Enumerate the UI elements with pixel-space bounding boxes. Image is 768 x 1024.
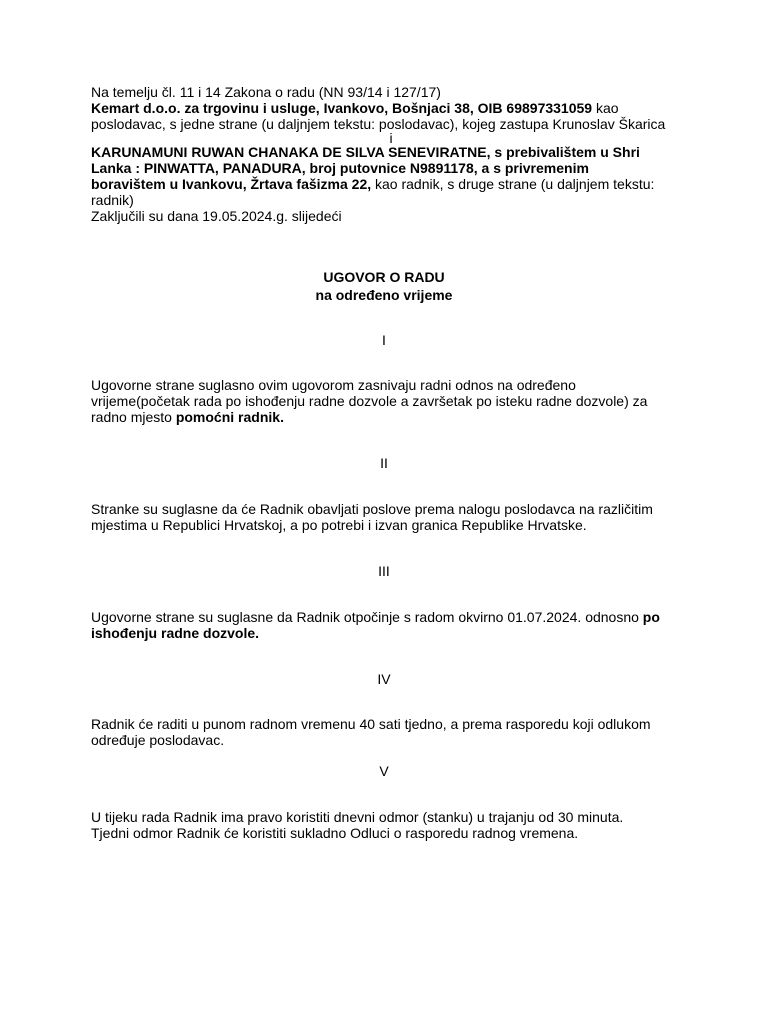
employer-name: Kemart d.o.o. za trgovinu i usluge, Ivankovo, Bošnjaci 38, OIB 69897331059 xyxy=(91,100,593,116)
section-2-numeral: II xyxy=(380,455,388,471)
section-1-line-1: Ugovorne strane suglasno ovim ugovorom zasnivaju radni odnos na određeno xyxy=(91,377,576,393)
employee-suffix: kao radnik, s druge strane (u daljnjem tekstu: xyxy=(371,176,655,192)
section-3-body xyxy=(91,609,691,641)
conjunction: i xyxy=(389,130,393,146)
section-2-line-2: mjestima u Republici Hrvatskoj, a po potrebi i izvan granica Republike Hrvatske. xyxy=(91,517,587,533)
employer-line xyxy=(91,100,691,116)
employee-line-3 xyxy=(91,176,691,192)
section-3-line-1 xyxy=(91,609,691,625)
section-5-numeral: V xyxy=(379,763,389,779)
section-1-line-3 xyxy=(91,409,691,425)
employee-address: boravištem u Ivankovu, Žrtava fašizma 22, xyxy=(91,176,372,192)
section-1-numeral: I xyxy=(382,332,386,348)
section-5-line-2: Tjedni odmor Radnik će koristiti sukladno Odluci o rasporedu radnog vremena. xyxy=(91,825,579,841)
section-3-line-2 xyxy=(91,625,691,641)
title-main xyxy=(0,269,768,285)
section-4-line-2: određuje poslodavac. xyxy=(91,732,225,748)
concluded-line: Zaključili su dana 19.05.2024.g. slijedeći xyxy=(91,208,342,224)
section-4-line-1: Radnik će raditi u punom radnom vremenu 40 sati tjedno, a prema rasporedu koji odlukom xyxy=(91,716,651,732)
section-5-body xyxy=(91,809,691,841)
section-3-line-2-bold: ishođenju radne dozvole. xyxy=(91,625,260,641)
section-1-line-2: vrijeme(početak rada po ishođenju radne dozvole a završetak po isteku radne dozvole) za xyxy=(91,393,648,409)
section-3-line-1-prefix: Ugovorne strane su suglasne da Radnik otpočinje s radom okvirno 01.07.2024. odnosno xyxy=(91,609,643,625)
section-2-body xyxy=(91,501,691,533)
section-3-line-1-bold: po xyxy=(642,609,660,625)
section-1-body xyxy=(91,377,691,425)
legal-basis: Na temelju čl. 11 i 14 Zakona o radu (NN 93/14 i 127/17) xyxy=(91,84,441,100)
contract-title xyxy=(0,269,768,303)
employee-line-1 xyxy=(91,144,691,160)
section-4-numeral: IV xyxy=(377,671,391,687)
title-sub xyxy=(0,287,768,303)
section-1-line-3-prefix: radno mjesto xyxy=(91,409,176,425)
section-4-body xyxy=(91,716,691,748)
section-5-line-1: U tijeku rada Radnik ima pravo koristiti dnevni odmor (stanku) u trajanju od 30 minuta. xyxy=(91,809,624,825)
employee-line-4: radnik) xyxy=(91,192,134,208)
employer-line-2: poslodavac, s jedne strane (u daljnjem tekstu: poslodavac), kojeg zastupa Krunoslav Škarica xyxy=(91,116,666,132)
employee-line-2 xyxy=(91,160,691,176)
title-sub-text: na određeno vrijeme xyxy=(315,287,453,303)
section-2-line-1: Stranke su suglasne da će Radnik obavljati poslove prema nalogu poslodavca na različitim xyxy=(91,501,653,517)
preamble xyxy=(91,84,691,224)
section-3-numeral: III xyxy=(378,563,390,579)
job-title: pomoćni radnik. xyxy=(175,409,284,425)
title-main-text: UGOVOR O RADU xyxy=(323,269,445,285)
employee-text-1: KARUNAMUNI RUWAN CHANAKA DE SILVA SENEVIRATNE, s prebivalištem u Shri xyxy=(91,144,640,160)
employer-suffix: kao xyxy=(592,100,619,116)
employee-text-2: Lanka : PINWATTA, PANADURA, broj putovnice N9891178, a s privremenim xyxy=(91,160,589,176)
